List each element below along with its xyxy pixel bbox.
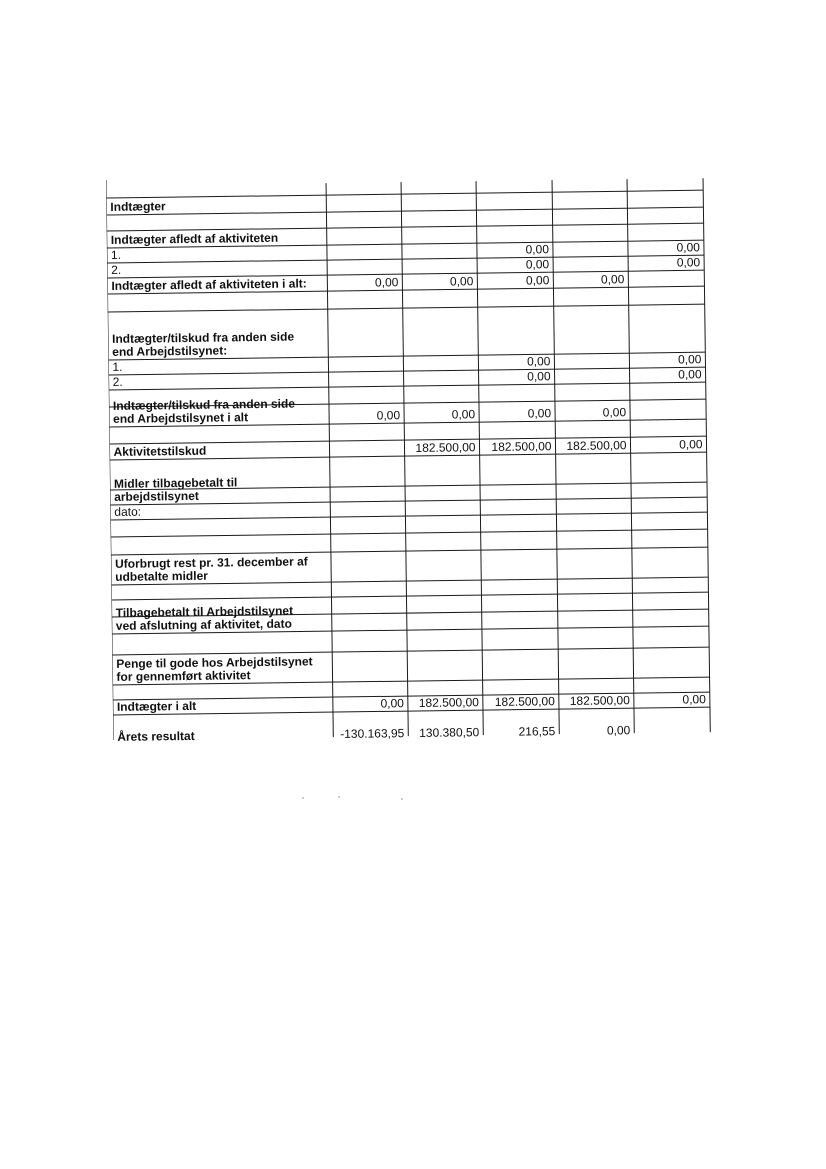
value-cell: 0,00 <box>527 406 552 421</box>
row-label: dato: <box>114 504 142 519</box>
column-line <box>703 178 710 737</box>
row-line <box>109 382 706 390</box>
row-label: Indtægter/tilskud fra anden side end Arbejdstilsynet i alt <box>112 396 296 426</box>
budget-table <box>106 172 721 744</box>
row-line <box>110 512 707 520</box>
value-cell: 182.500,00 <box>415 440 476 455</box>
row-label: 1. <box>110 247 122 262</box>
value-cell: 0,00 <box>525 273 550 288</box>
row-line <box>111 592 708 600</box>
column-line <box>401 182 408 740</box>
scan-specks <box>300 795 420 801</box>
row-line <box>106 190 703 198</box>
value-cell: 0,00 <box>449 274 474 289</box>
value-cell: 182.500,00 <box>569 693 630 708</box>
row-line <box>109 367 706 375</box>
value-cell: 0,00 <box>374 275 399 290</box>
row-label: 2. <box>112 374 123 389</box>
row-line <box>107 223 704 231</box>
row-label: Indtægter afledt af aktiviteten i alt: <box>111 276 307 293</box>
row-label: Indtægter afledt af aktiviteten <box>110 230 279 247</box>
value-cell: 130.380,50 <box>419 725 480 740</box>
value-cell: 0,00 <box>525 242 550 257</box>
value-cell: 182.500,00 <box>418 695 479 710</box>
column-line <box>552 180 559 739</box>
value-cell: 0,00 <box>525 257 550 272</box>
row-line <box>108 304 705 312</box>
row-label: Årets resultat <box>117 728 195 744</box>
row-label: Penge til gode hos Arbejdstilsynet for gennemført aktivitet <box>116 654 313 684</box>
row-line <box>112 647 709 655</box>
value-cell: 0,00 <box>600 272 625 287</box>
value-cell: 0,00 <box>676 255 701 270</box>
value-cell: 0,00 <box>376 408 401 423</box>
value-cell: 182.500,00 <box>566 438 627 453</box>
value-cell: 0,00 <box>451 407 476 422</box>
row-label: Uforbrugt rest pr. 31. december af udbetalte midler <box>114 554 308 584</box>
row-line <box>111 547 708 555</box>
row-line <box>107 255 704 263</box>
row-label: Midler tilbagebetalt til arbejdstilsynet <box>113 475 238 504</box>
value-cell: 0,00 <box>679 437 703 452</box>
value-cell: 0,00 <box>380 696 404 711</box>
value-cell: 0,00 <box>526 354 551 369</box>
value-cell: 0,00 <box>602 405 627 420</box>
row-line <box>106 207 703 215</box>
row-label: Aktivitetstilskud <box>113 443 207 459</box>
value-cell: 182.500,00 <box>491 439 552 454</box>
value-cell: 0,00 <box>678 367 702 382</box>
row-label: Indtægter i alt <box>116 698 197 714</box>
row-label: 2. <box>111 262 122 277</box>
row-label: Indtægter <box>110 199 166 214</box>
value-cell: 182.500,00 <box>494 694 555 709</box>
column-line <box>326 183 333 740</box>
value-cell: 0,00 <box>682 692 706 707</box>
value-cell: 216,55 <box>518 724 556 739</box>
row-line <box>111 529 708 537</box>
value-cell: -130.163,95 <box>340 726 405 741</box>
value-cell: 0,00 <box>606 723 631 738</box>
row-label: Indtægter/tilskud fra anden side end Arbejdstilsynet: <box>111 329 295 359</box>
value-cell: 0,00 <box>527 369 551 384</box>
value-cell: 0,00 <box>677 352 702 367</box>
value-cell: 0,00 <box>676 240 701 255</box>
row-label: 1. <box>112 359 123 374</box>
row-label: Tilbagebetalt til Arbejdstilsynet ved afslutning af aktivitet, dato <box>115 603 294 633</box>
